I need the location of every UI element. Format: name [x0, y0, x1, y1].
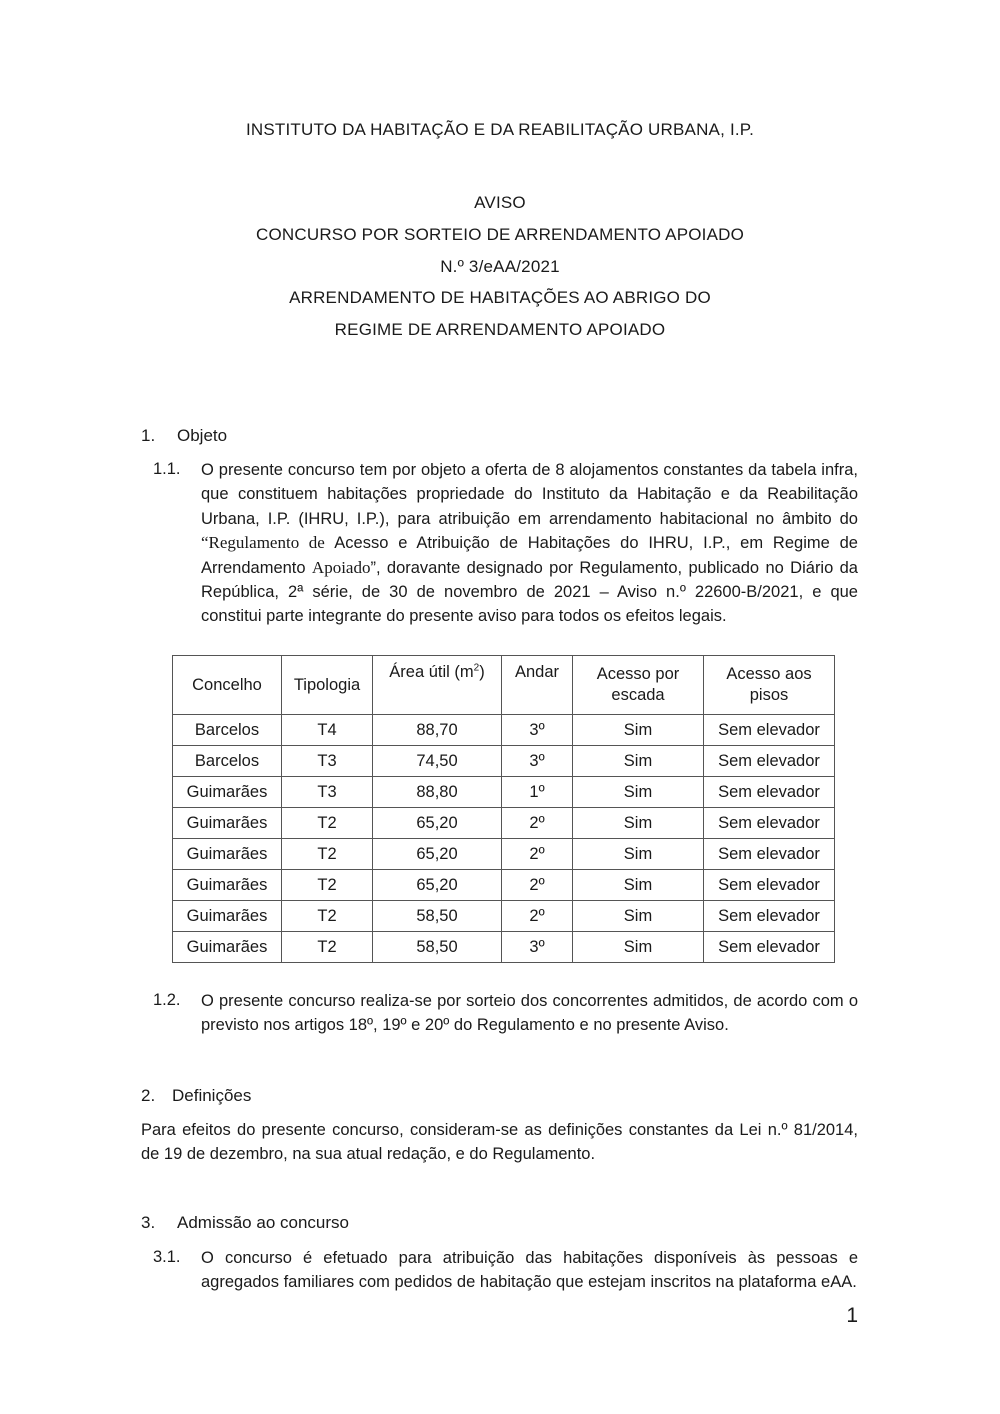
cell-area: 58,50: [373, 901, 502, 932]
cell-acesso-pisos: Sem elevador: [704, 746, 835, 777]
cell-concelho: Barcelos: [173, 746, 282, 777]
section-title: Definições: [172, 1086, 252, 1105]
notice-title: AVISO: [474, 193, 526, 212]
paragraph-1-1: [201, 458, 858, 629]
cell-area: 88,80: [373, 777, 502, 808]
table-row: [173, 870, 835, 901]
paragraph-number: 1.1.: [153, 460, 181, 478]
cell-andar: 1º: [502, 777, 573, 808]
cell-concelho: Guimarães: [173, 839, 282, 870]
header-text: Acesso aos: [726, 665, 812, 683]
cell-andar: 2º: [502, 870, 573, 901]
paragraph-number: 3.1.: [153, 1248, 181, 1266]
header-acesso-pisos: [704, 656, 835, 715]
cell-acesso-escada: Sim: [573, 746, 704, 777]
table-row: [173, 901, 835, 932]
cell-area: 88,70: [373, 715, 502, 746]
cell-area: 58,50: [373, 932, 502, 963]
subject-line-1: ARRENDAMENTO DE HABITAÇÕES AO ABRIGO DO: [289, 288, 711, 307]
cell-concelho: Guimarães: [173, 870, 282, 901]
cell-tipologia: T2: [282, 839, 373, 870]
section-number: 2.: [141, 1086, 156, 1105]
cell-andar: 2º: [502, 808, 573, 839]
cell-andar: 3º: [502, 746, 573, 777]
cell-acesso-escada: Sim: [573, 901, 704, 932]
table-row: [173, 839, 835, 870]
cell-andar: 3º: [502, 715, 573, 746]
cell-area: 65,20: [373, 870, 502, 901]
cell-concelho: Guimarães: [173, 901, 282, 932]
cell-acesso-pisos: Sem elevador: [704, 777, 835, 808]
header-text: escada: [611, 686, 665, 704]
cell-tipologia: T4: [282, 715, 373, 746]
contest-title: CONCURSO POR SORTEIO DE ARRENDAMENTO APOIADO: [255, 225, 745, 244]
section-number: 1.: [141, 426, 156, 445]
cell-acesso-pisos: Sem elevador: [704, 870, 835, 901]
housing-table: [172, 655, 835, 963]
cell-acesso-pisos: Sem elevador: [704, 839, 835, 870]
paragraph-3-1: O concurso é efetuado para atribuição das habitações disponíveis às pessoas e agregados familiares com pedidos de habitação que estejam inscritos na plataforma eAA.: [201, 1249, 858, 1292]
section-title: Admissão ao concurso: [177, 1213, 349, 1232]
cell-concelho: Guimarães: [173, 808, 282, 839]
header-text: Acesso por: [596, 665, 680, 683]
section-heading-definicoes: [141, 1086, 251, 1106]
section-heading-objeto: [141, 426, 227, 446]
header-area-sup: 2: [473, 662, 480, 674]
paragraph-text-serif: “Regulamento de: [201, 533, 335, 553]
header-tipologia: Tipologia: [282, 656, 373, 715]
cell-concelho: Barcelos: [173, 715, 282, 746]
notice-number: N.º 3/eAA/2021: [440, 257, 560, 276]
cell-area: 65,20: [373, 839, 502, 870]
cell-tipologia: T2: [282, 901, 373, 932]
institution-title: INSTITUTO DA HABITAÇÃO E DA REABILITAÇÃO URBANA, I.P.: [245, 120, 755, 139]
header-andar: Andar: [502, 656, 573, 715]
header-area: [373, 656, 502, 715]
table-row: [173, 932, 835, 963]
page-number: 1: [846, 1304, 858, 1327]
cell-acesso-escada: Sim: [573, 870, 704, 901]
table-row: [173, 777, 835, 808]
paragraph-text: ”, doravante designado por Regulamento, publicado no Diário da República, 2ª série, de 30 de novembro de 2021 – Aviso n.º 22600-B/2021, e que constitui parte integrante do presente aviso para todos os efeitos legais.: [201, 558, 858, 626]
cell-tipologia: T2: [282, 870, 373, 901]
cell-andar: 3º: [502, 932, 573, 963]
header-area-text: Área útil (m: [389, 663, 474, 681]
subject-line-2: REGIME DE ARRENDAMENTO APOIADO: [334, 320, 666, 339]
table-row: [173, 808, 835, 839]
paragraph-text: O presente concurso tem por objeto a oferta de 8 alojamentos constantes da tabela infra, que constituem habitações propriedade do Instituto da Habitação e da Reabilitação Urbana, I.P. (IHRU, I.P.), para atribuição em arrendamento habitacional no âmbito do: [201, 461, 858, 528]
cell-area: 74,50: [373, 746, 502, 777]
cell-acesso-pisos: Sem elevador: [704, 901, 835, 932]
cell-acesso-pisos: Sem elevador: [704, 808, 835, 839]
table-row: [173, 715, 835, 746]
header-text: pisos: [749, 686, 789, 704]
cell-andar: 2º: [502, 839, 573, 870]
cell-acesso-escada: Sim: [573, 839, 704, 870]
cell-acesso-escada: Sim: [573, 715, 704, 746]
header-area-close: ): [479, 663, 485, 681]
cell-tipologia: T3: [282, 746, 373, 777]
section-number: 3.: [141, 1213, 156, 1232]
table-row: [173, 746, 835, 777]
paragraph-text-serif: Apoiado: [311, 557, 371, 577]
paragraph-1-2: O presente concurso realiza-se por sorteio dos concorrentes admitidos, de acordo com o previsto nos artigos 18º, 19º e 20º do Regulamento e no presente Aviso.: [201, 992, 858, 1035]
cell-acesso-escada: Sim: [573, 932, 704, 963]
cell-tipologia: T2: [282, 808, 373, 839]
table-header-row: [173, 656, 835, 715]
paragraph-number: 1.2.: [153, 991, 181, 1009]
paragraph-text: Acesso e Atribuição de Habitações do IHRU, I.P., em Regime de Arrendamento: [201, 534, 858, 577]
cell-concelho: Guimarães: [173, 932, 282, 963]
cell-andar: 2º: [502, 901, 573, 932]
cell-acesso-escada: Sim: [573, 808, 704, 839]
header-concelho: Concelho: [173, 656, 282, 715]
header-acesso-escada: [573, 656, 704, 715]
cell-acesso-pisos: Sem elevador: [704, 932, 835, 963]
cell-tipologia: T3: [282, 777, 373, 808]
cell-acesso-pisos: Sem elevador: [704, 715, 835, 746]
paragraph-2: Para efeitos do presente concurso, consideram-se as definições constantes da Lei n.º 81/2014, de 19 de dezembro, na sua atual redação, e do Regulamento.: [141, 1121, 858, 1164]
section-title: Objeto: [177, 426, 228, 445]
section-heading-admissao: [141, 1213, 349, 1233]
cell-concelho: Guimarães: [173, 777, 282, 808]
cell-tipologia: T2: [282, 932, 373, 963]
table-body: [173, 715, 835, 963]
cell-area: 65,20: [373, 808, 502, 839]
cell-acesso-escada: Sim: [573, 777, 704, 808]
